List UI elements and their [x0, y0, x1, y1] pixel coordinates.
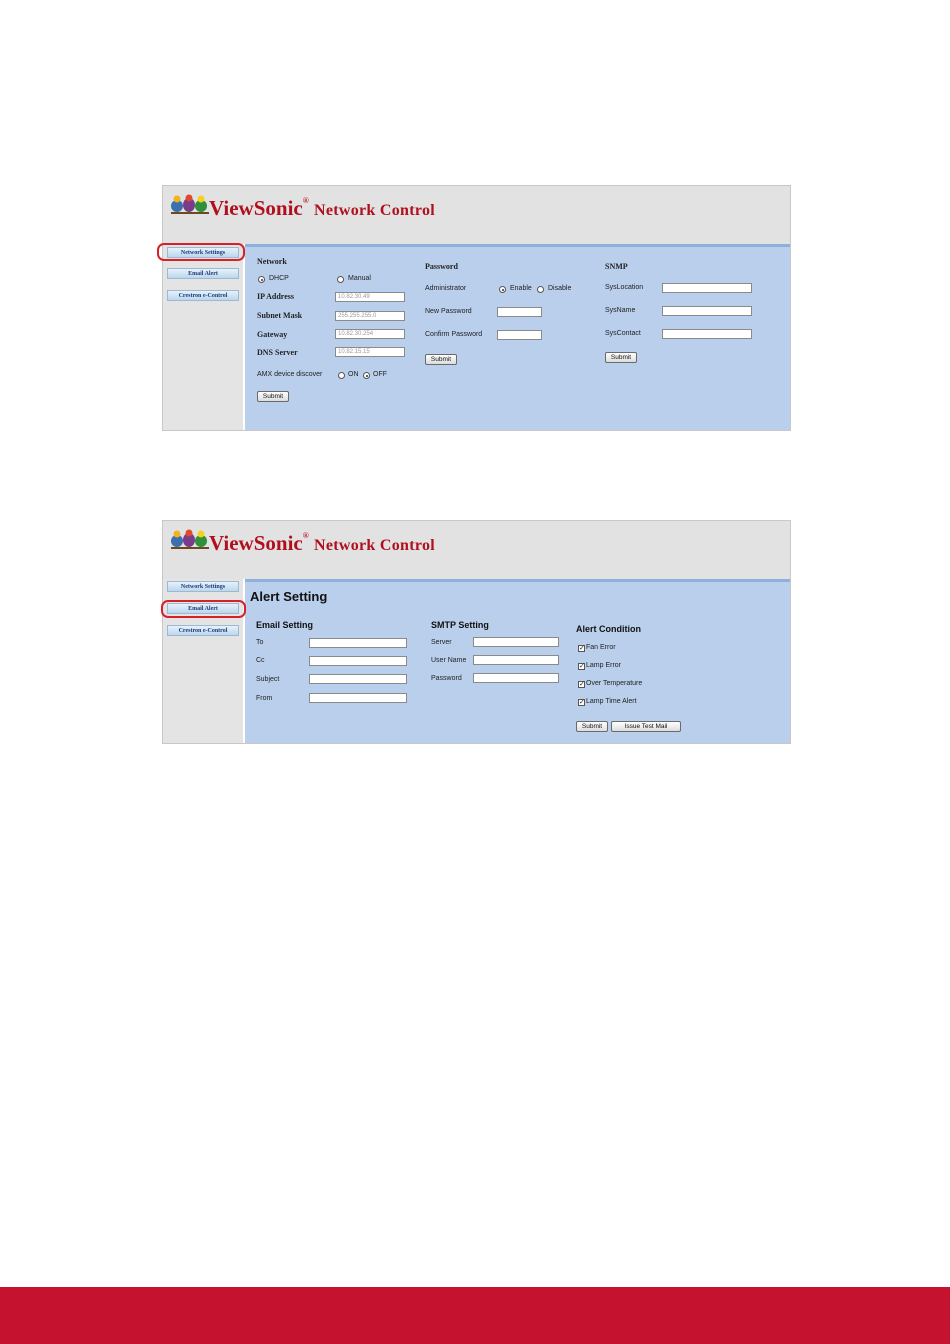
confirm-password-label: Confirm Password: [425, 331, 483, 338]
nav-crestron[interactable]: Crestron e-Control: [167, 625, 239, 636]
network-settings-screenshot: [162, 185, 791, 431]
to-input[interactable]: [309, 638, 407, 648]
dhcp-label: DHCP: [269, 275, 289, 282]
amx-on-radio[interactable]: [338, 372, 345, 379]
manual-radio[interactable]: [337, 276, 344, 283]
lamp-time-alert-label: Lamp Time Alert: [586, 698, 637, 705]
administrator-label: Administrator: [425, 285, 467, 292]
syscontact-label: SysContact: [605, 330, 641, 337]
subject-label: Subject: [256, 676, 280, 683]
header: [163, 186, 790, 244]
lamp-error-label: Lamp Error: [586, 662, 622, 669]
new-password-label: New Password: [425, 308, 472, 315]
cc-input[interactable]: [309, 656, 407, 666]
subnet-mask-label: Subnet Mask: [257, 311, 303, 320]
nav-crestron[interactable]: Crestron e-Control: [167, 290, 239, 301]
amx-on-label: ON: [348, 371, 359, 378]
fan-error-checkbox[interactable]: ✓: [579, 645, 585, 652]
from-input[interactable]: [309, 693, 407, 703]
subject-input[interactable]: [309, 674, 407, 684]
over-temperature-label: Over Temperature: [586, 680, 643, 687]
sysname-input[interactable]: [662, 306, 752, 316]
lamp-error-checkbox[interactable]: ✓: [579, 663, 585, 670]
from-label: From: [256, 695, 273, 702]
amx-off-radio[interactable]: [363, 372, 370, 379]
dhcp-radio[interactable]: [258, 276, 265, 283]
dns-server-input[interactable]: 10.82.15.15: [335, 347, 405, 357]
amx-off-label: OFF: [373, 371, 387, 378]
network-submit-button[interactable]: Submit: [257, 391, 289, 402]
alert-submit-button[interactable]: Submit: [576, 721, 608, 732]
sysname-label: SysName: [605, 307, 636, 314]
manual-label: Manual: [348, 275, 371, 282]
admin-enable-radio[interactable]: [499, 286, 506, 293]
amx-label: AMX device discover: [257, 371, 323, 378]
syslocation-label: SysLocation: [605, 284, 644, 291]
disable-label: Disable: [548, 285, 572, 292]
gateway-input[interactable]: 10.82.30.254: [335, 329, 405, 339]
ip-address-label: IP Address: [257, 292, 294, 301]
nav-email-alert[interactable]: Email Alert: [167, 603, 239, 614]
issue-test-mail-button[interactable]: Issue Test Mail: [611, 721, 681, 732]
confirm-password-input[interactable]: [497, 330, 542, 340]
network-main-panel: [245, 244, 790, 430]
alert-setting-title: Alert Setting: [250, 589, 328, 604]
network-title: Network: [257, 257, 287, 266]
admin-disable-radio[interactable]: [537, 286, 544, 293]
brand-title: ViewSonic® Network Control: [209, 531, 436, 555]
nav-email-alert[interactable]: Email Alert: [167, 268, 239, 279]
smtp-setting-title: SMTP Setting: [431, 620, 489, 630]
highlight-ring-network-settings: [157, 243, 245, 261]
syscontact-input[interactable]: [662, 329, 752, 339]
birds-logo-icon: [169, 192, 211, 216]
fan-error-label: Fan Error: [586, 644, 616, 651]
birds-logo-icon: [169, 527, 211, 551]
snmp-submit-button[interactable]: Submit: [605, 352, 637, 363]
subnet-mask-input[interactable]: 255.255.255.0: [335, 311, 405, 321]
over-temperature-checkbox[interactable]: ✓: [579, 681, 585, 688]
password-title: Password: [425, 262, 458, 271]
nav-network-settings[interactable]: Network Settings: [167, 247, 239, 258]
header: [163, 521, 790, 579]
user-name-label: User Name: [431, 657, 467, 664]
alert-main-panel: [245, 579, 790, 743]
ip-address-input[interactable]: 10.82.30.49: [335, 292, 405, 302]
snmp-title: SNMP: [605, 262, 628, 271]
gateway-label: Gateway: [257, 330, 288, 339]
smtp-password-input[interactable]: [473, 673, 559, 683]
cc-label: Cc: [256, 657, 265, 664]
new-password-input[interactable]: [497, 307, 542, 317]
dns-server-label: DNS Server: [257, 348, 298, 357]
server-label: Server: [431, 639, 452, 646]
highlight-ring-email-alert: [161, 600, 246, 618]
password-submit-button[interactable]: Submit: [425, 354, 457, 365]
email-setting-title: Email Setting: [256, 620, 314, 630]
footer-bar: [0, 1287, 950, 1344]
nav-network-settings[interactable]: Network Settings: [167, 581, 239, 592]
smtp-password-label: Password: [431, 675, 462, 682]
syslocation-input[interactable]: [662, 283, 752, 293]
server-input[interactable]: [473, 637, 559, 647]
enable-label: Enable: [510, 285, 532, 292]
user-name-input[interactable]: [473, 655, 559, 665]
lamp-time-alert-checkbox[interactable]: ✓: [579, 699, 585, 706]
to-label: To: [256, 639, 264, 646]
email-alert-screenshot: [162, 520, 791, 744]
alert-condition-title: Alert Condition: [576, 624, 641, 634]
brand-title: ViewSonic® Network Control: [209, 196, 436, 220]
sidebar: [163, 244, 245, 430]
